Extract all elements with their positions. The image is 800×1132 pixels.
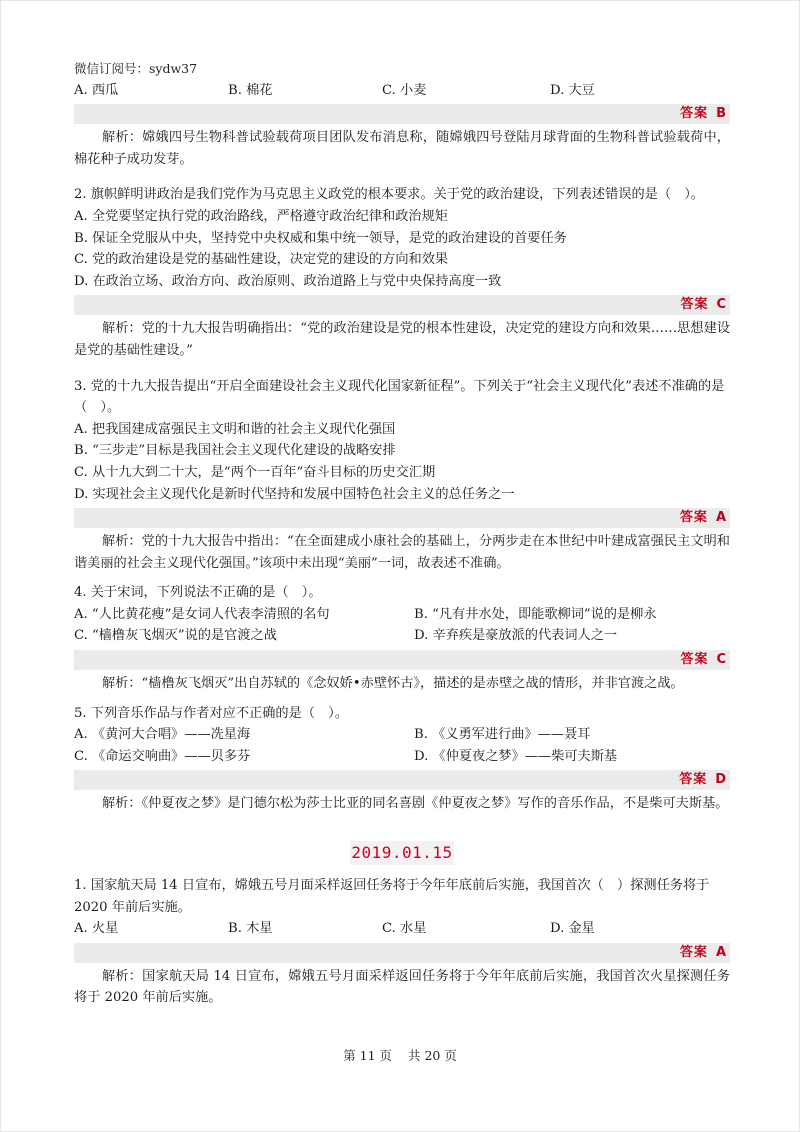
option-d: D. 辛弃疾是豪放派的代表词人之一 <box>414 628 618 644</box>
header-subscription: 微信订阅号：sydw37 <box>74 61 198 76</box>
option-b: B. “三步走”目标是我国社会主义现代化建设的战略安排 <box>74 443 396 459</box>
answer-bar <box>74 943 730 963</box>
option-b: B. 木星 <box>228 921 273 937</box>
analysis: 解析：国家航天局 14 日宣布，嫦娥五号月面采样返回任务将于今年年底前后实施，我国首次火星探测任务将于 2020 年前后实施。 <box>74 968 730 1006</box>
answer-key: D <box>715 772 726 788</box>
question-6-options <box>74 918 730 940</box>
option-d: D. 金星 <box>550 921 595 937</box>
answer-bar <box>74 770 730 790</box>
option-c: C. 从十九大到二十大，是“两个一百年”奋斗目标的历史交汇期 <box>74 464 436 480</box>
page-number: 第 11 页 <box>343 1048 392 1063</box>
option-d: D. 在政治立场、政治方向、政治原则、政治道路上与党中央保持高度一致 <box>74 273 502 289</box>
answer-label: 答案 <box>679 510 708 526</box>
question-2-stem: 2. 旗帜鲜明讲政治是我们党作为马克思主义政党的根本要求。关于党的政治建设，下列表述错误的是（ ）。 <box>74 187 704 203</box>
option-a: A. 火星 <box>74 921 119 937</box>
option-c: C. 水星 <box>382 921 427 937</box>
answer-label: 答案 <box>679 772 708 788</box>
question-0-options <box>74 80 730 102</box>
answer-bar <box>74 295 730 315</box>
analysis: 解析：嫦娥四号生物科普试验载荷项目团队发布消息称，随嫦娥四号登陆月球背面的生物科普试验载荷中，棉花种子成功发芽。 <box>74 130 730 167</box>
answer-label: 答案 <box>680 106 709 122</box>
answer-label: 答案 <box>680 652 709 668</box>
option-c: C. 小麦 <box>382 82 427 98</box>
option-c: C. 《命运交响曲》——贝多芬 <box>74 748 251 764</box>
answer-key: B <box>716 106 726 122</box>
question-4-options <box>74 604 730 647</box>
analysis: 解析：党的十九大报告中指出：“在全面建成小康社会的基础上，分两步走在本世纪中叶建成富强民主文明和谐美丽的社会主义现代化强国。”该项中未出现“美丽”一词，故表述不准确。 <box>74 534 730 571</box>
answer-key: C <box>716 297 726 313</box>
question-4-stem: 4. 关于宋词，下列说法不正确的是（ ）。 <box>74 585 322 601</box>
page-total: 共 20 页 <box>407 1048 457 1063</box>
question-5-options <box>74 724 730 767</box>
date-heading: 2019.01.15 <box>350 841 454 865</box>
question-3-stem: 3. 党的十九大报告提出“开启全面建设社会主义现代化国家新征程”。下列关于“社会主义现代化”表述不准确的是（ ）。 <box>74 378 725 416</box>
answer-bar <box>74 650 730 670</box>
page-footer <box>0 1046 800 1064</box>
option-a: A. 西瓜 <box>74 82 119 98</box>
question-5-stem: 5. 下列音乐作品与作者对应不正确的是（ ）。 <box>74 705 348 721</box>
option-b: B. 棉花 <box>228 82 273 98</box>
analysis: 解析：党的十九大报告明确指出：“党的政治建设是党的根本性建设，决定党的建设方向和效果……思想建设是党的基础性建设。” <box>74 321 730 358</box>
option-a: A. “人比黄花瘦”是女词人代表李清照的名句 <box>74 606 330 622</box>
answer-label: 答案 <box>680 297 709 313</box>
question-6-stem: 1. 国家航天局 14 日宣布，嫦娥五号月面采样返回任务将于今年年底前后实施，我国首次（ ）探测任务将于 2020 年前后实施。 <box>74 878 710 915</box>
analysis: 解析：《仲夏夜之梦》是门德尔松为莎士比亚的同名喜剧《仲夏夜之梦》写作的音乐作品，不是柴可夫斯基。 <box>102 796 729 812</box>
option-b: B. 保证全党服从中央，坚持党中央权威和集中统一领导，是党的政治建设的首要任务 <box>74 230 567 246</box>
option-b: B. 《义勇军进行曲》——聂耳 <box>414 727 591 743</box>
answer-label: 答案 <box>679 944 708 960</box>
answer-key: A <box>715 510 726 526</box>
option-d: D. 实现社会主义现代化是新时代坚持和发展中国特色社会主义的总任务之一 <box>74 486 515 502</box>
option-c: C. 党的政治建设是党的基础性建设，决定党的建设的方向和效果 <box>74 252 449 268</box>
option-d: D. 《仲夏夜之梦》——柴可夫斯基 <box>414 748 618 764</box>
option-a: A. 把我国建成富强民主文明和谐的社会主义现代化强国 <box>74 421 396 437</box>
option-b: B. “凡有井水处，即能歌柳词”说的是柳永 <box>414 606 657 622</box>
option-a: A. 《黄河大合唱》——冼星海 <box>74 727 251 743</box>
analysis: 解析：“樯橹灰飞烟灭”出自苏轼的《念奴娇•赤壁怀古》，描述的是赤壁之战的情形，并非官渡之战。 <box>102 676 684 692</box>
page-content <box>74 58 730 1009</box>
answer-key: A <box>715 944 726 960</box>
option-a: A. 全党要坚定执行党的政治路线，严格遵守政治纪律和政治规矩 <box>74 208 448 224</box>
answer-key: C <box>716 652 726 668</box>
option-c: C. “樯橹灰飞烟灭”说的是官渡之战 <box>74 628 277 644</box>
answer-bar <box>74 508 730 528</box>
option-d: D. 大豆 <box>550 82 595 98</box>
answer-bar <box>74 104 730 124</box>
